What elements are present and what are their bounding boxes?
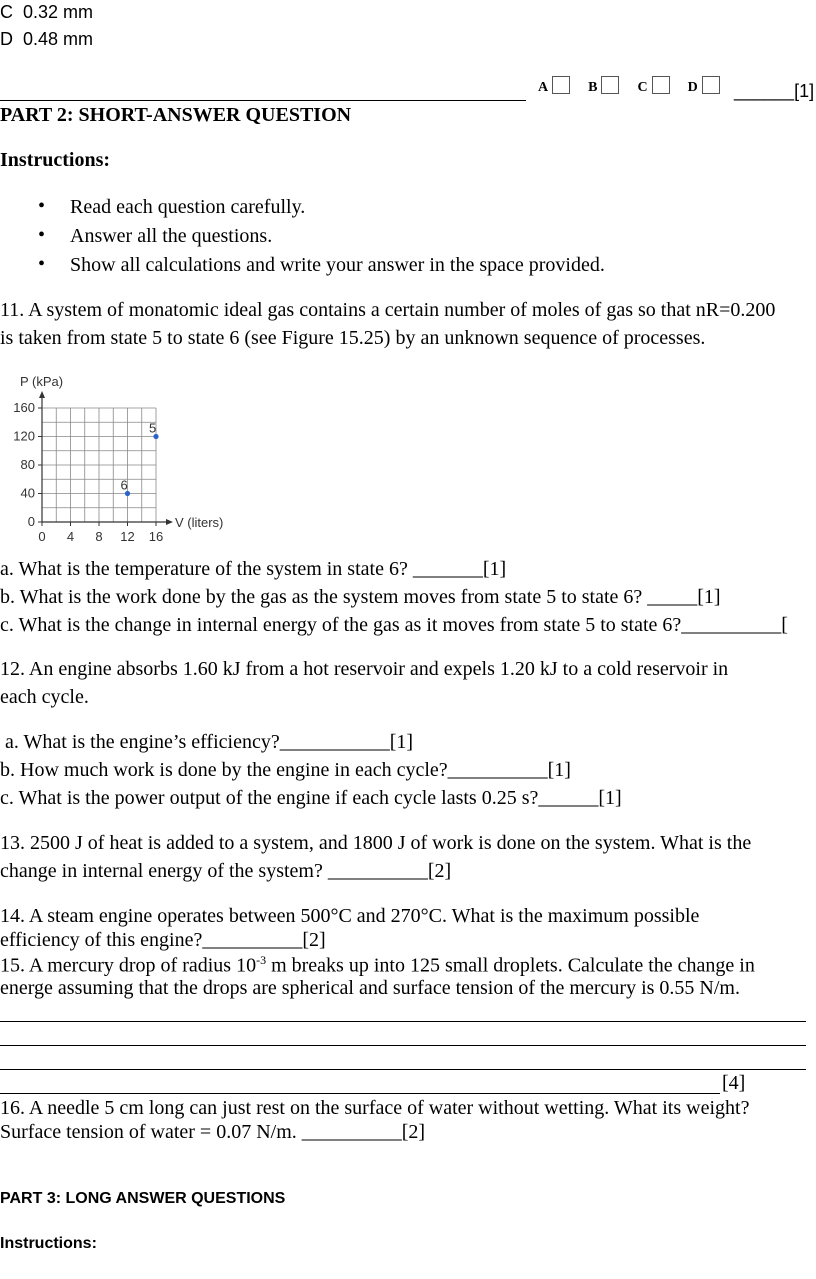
graph-y-ticks	[13, 400, 42, 529]
y-tick-label: 160	[13, 400, 35, 415]
part2-heading: PART 2: SHORT-ANSWER QUESTION	[0, 104, 352, 126]
choice-d-checkbox[interactable]	[702, 76, 720, 94]
q11-line1: 11. A system of monatomic ideal gas contains a certain number of moles of gas so that nR=0.200	[0, 299, 776, 321]
q12-part-a: a. What is the engine’s efficiency?___________[1]	[0, 731, 414, 753]
y-axis-arrow-icon	[39, 391, 45, 398]
answer-choices	[530, 76, 720, 96]
answer-line[interactable]	[0, 1093, 720, 1094]
instructions-list	[0, 196, 605, 283]
answer-line[interactable]	[0, 1021, 806, 1022]
choice-b-label: B	[588, 80, 598, 95]
choice-b-checkbox[interactable]	[601, 76, 619, 94]
x-tick-label: 0	[38, 529, 46, 544]
answer-line[interactable]	[0, 1069, 806, 1070]
q13-line2: change in internal energy of the system? __________[2]	[0, 860, 452, 882]
q11-line2: is taken from state 5 to state 6 (see Figure 15.25) by an unknown sequence of processes.	[0, 327, 706, 349]
y-tick-label: 40	[20, 485, 35, 501]
choice-c-checkbox[interactable]	[652, 76, 670, 94]
choice-a-label: A	[538, 80, 549, 95]
q12-line2: each cycle.	[0, 686, 89, 708]
part3-instructions-title: Instructions:	[0, 1235, 97, 1252]
instruction-item: • Show all calculations and write your answer in the space provided.	[38, 253, 605, 276]
graph-grid	[42, 408, 156, 522]
q16-line1: 16. A needle 5 cm long can just rest on the surface of water without wetting. What its weight?	[0, 1097, 750, 1119]
option-letter: C	[0, 2, 13, 22]
q14-line1: 14. A steam engine operates between 500°C and 270°C. What is the maximum possible	[0, 905, 700, 927]
answer-line[interactable]	[0, 1045, 806, 1046]
x-tick-label: 8	[95, 529, 103, 544]
x-axis-arrow-icon	[166, 519, 173, 525]
q12-part-c: c. What is the power output of the engine if each cycle lasts 0.25 s?______[1]	[0, 787, 622, 809]
graph-y-label: P (kPa)	[20, 374, 64, 389]
q14-line2: efficiency of this engine?__________[2]	[0, 929, 326, 951]
q16-line2: Surface tension of water = 0.07 N/m. __________[2]	[0, 1121, 426, 1143]
bullet-icon: •	[38, 253, 46, 275]
graph-points	[121, 421, 159, 497]
x-tick-label: 16	[148, 529, 164, 544]
option-text: 0.32 mm	[23, 2, 94, 22]
graph-x-label: V (liters)	[175, 515, 224, 530]
marks: [1]	[794, 81, 815, 101]
q12-part-b: b. How much work is done by the engine in each cycle?__________[1]	[0, 759, 571, 781]
y-tick-label: 80	[20, 457, 35, 472]
answer-marks	[734, 81, 814, 102]
choice-d-label: D	[687, 80, 698, 95]
q11-part-b: b. What is the work done by the gas as the system moves from state 5 to state 6? _____[1]	[0, 586, 721, 608]
x-tick-label: 4	[66, 529, 75, 544]
q13-line1: 13. 2500 J of heat is added to a system, and 1800 J of work is done on the system. What is the	[0, 832, 752, 854]
choice-a-checkbox[interactable]	[552, 76, 570, 94]
bullet-icon: •	[38, 195, 46, 217]
q15-line2: energe assuming that the drops are spherical and surface tension of the mercury is 0.55 N/m.	[0, 977, 740, 999]
q12-line1: 12. An engine absorbs 1.60 kJ from a hot reservoir and expels 1.20 kJ to a cold reservoir in	[0, 658, 729, 680]
state-label: 6	[120, 477, 128, 493]
instruction-item: • Read each question carefully.	[38, 195, 306, 218]
graph-axes	[39, 391, 173, 525]
pv-graph	[0, 368, 250, 550]
q15-marks: [4]	[722, 1072, 746, 1094]
y-tick-label: 0	[27, 514, 35, 529]
instruction-item: • Answer all the questions.	[38, 224, 273, 247]
graph-x-ticks	[38, 522, 163, 544]
mcq-option-d	[0, 29, 93, 50]
answer-blank: ______	[734, 81, 795, 101]
choice-c-label: C	[637, 80, 648, 95]
option-text: 0.48 mm	[23, 29, 94, 49]
part2-instructions-title: Instructions:	[0, 149, 111, 171]
y-tick-label: 120	[13, 428, 35, 444]
q11-part-c: c. What is the change in internal energy of the gas as it moves from state 5 to state 6?__________[	[0, 614, 788, 636]
mcq-option-c	[0, 2, 93, 23]
q11-part-a: a. What is the temperature of the system in state 6? _______[1]	[0, 558, 507, 580]
q15-line1: 15. A mercury drop of radius $10^{-3}$ m breaks up into 125 small droplets. Calculate the change in	[0, 953, 755, 977]
part3-heading: PART 3: LONG ANSWER QUESTIONS	[0, 1190, 286, 1207]
x-tick-label: 12	[120, 529, 135, 544]
bullet-icon: •	[38, 224, 46, 246]
state-label: 5	[149, 420, 157, 436]
option-letter: D	[0, 29, 13, 49]
answer-line	[0, 100, 526, 101]
